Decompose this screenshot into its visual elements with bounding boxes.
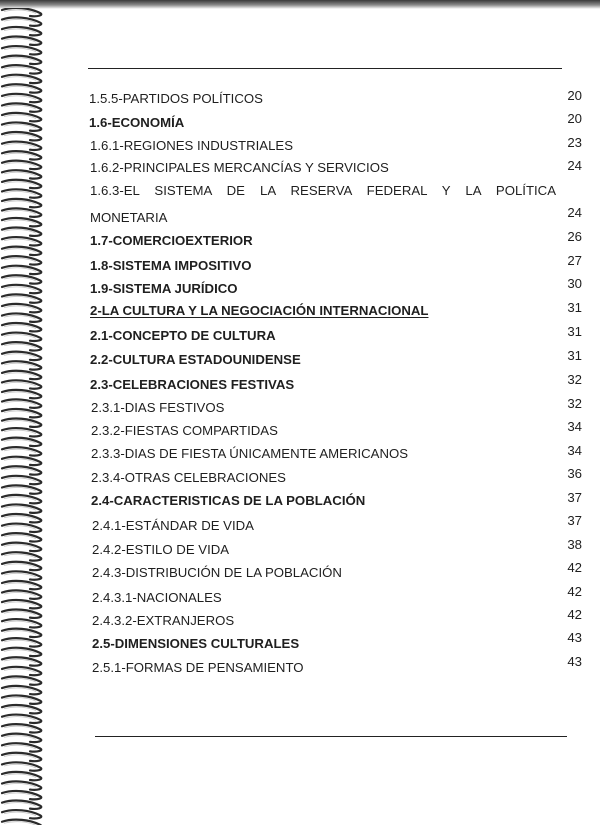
toc-entry-label: MONETARIA: [90, 210, 168, 225]
toc-entry-label: 2.4.3.2-EXTRANJEROS: [92, 613, 235, 628]
toc-entry-label: 1.9-SISTEMA JURÍDICO: [90, 281, 238, 296]
toc-entry-label: 2.3.3-DIAS DE FIESTA ÚNICAMENTE AMERICANOS: [91, 446, 409, 461]
toc-entry-page: 31: [567, 348, 582, 363]
toc-entry-page: 31: [567, 300, 582, 315]
toc-entry-label: 2.4-CARACTERISTICAS DE LA POBLACIÓN: [91, 493, 366, 508]
toc-entry-label: 2.4.3.1-NACIONALES: [92, 590, 222, 605]
toc-entry-label: 2.5.1-FORMAS DE PENSAMIENTO: [92, 660, 304, 675]
toc-entry-label: 2.5-DIMENSIONES CULTURALES: [92, 636, 300, 651]
bottom-rule: [95, 736, 567, 737]
toc-entry-page: 37: [567, 513, 582, 528]
toc-entry-label: 1.6.3-EL SISTEMA DE LA RESERVA FEDERAL Y LA POLÍTICA: [90, 183, 556, 198]
toc-entry-page: 34: [567, 419, 582, 434]
toc-entry-page: 43: [567, 630, 582, 645]
toc-entry-page: 42: [567, 584, 582, 599]
toc-entry-page: 23: [567, 135, 582, 150]
toc-entry-label: 2.4.1-ESTÁNDAR DE VIDA: [92, 518, 254, 533]
toc-entry-page: 30: [567, 276, 582, 291]
toc-entry-label: 2-LA CULTURA Y LA NEGOCIACIÓN INTERNACIONAL: [90, 303, 429, 318]
toc-entry-label: 2.3.4-OTRAS CELEBRACIONES: [91, 470, 286, 485]
toc-entry-label: 2.1-CONCEPTO DE CULTURA: [90, 328, 276, 343]
toc-entry-page: 38: [567, 537, 582, 552]
toc-entry-page: 43: [567, 654, 582, 669]
toc-entry-page: 32: [567, 396, 582, 411]
toc-entry-label: 2.3.1-DIAS FESTIVOS: [91, 400, 225, 415]
toc-entry-page: 20: [567, 111, 582, 126]
toc-entry-label: 1.7-COMERCIOEXTERIOR: [90, 233, 253, 248]
toc-entry-page: 24: [567, 205, 582, 220]
toc-entry-label: 1.5.5-PARTIDOS POLÍTICOS: [89, 91, 263, 106]
toc-entry-page: 34: [567, 443, 582, 458]
toc-entry-page: 31: [567, 324, 582, 339]
toc-entry-label: 2.2-CULTURA ESTADOUNIDENSE: [90, 352, 301, 367]
toc-entry-page: 27: [567, 253, 582, 268]
toc-entry-page: 32: [567, 372, 582, 387]
toc-entry-label: 2.3-CELEBRACIONES FESTIVAS: [90, 377, 295, 392]
toc-entry-label: 2.4.2-ESTILO DE VIDA: [92, 542, 230, 557]
toc-entry-label: 1.6.1-REGIONES INDUSTRIALES: [90, 138, 293, 153]
toc-entry-page: 37: [567, 490, 582, 505]
toc-entry-page: 20: [567, 88, 582, 103]
toc-entry-page: 26: [567, 229, 582, 244]
toc-entry-label: 1.6.2-PRINCIPALES MERCANCÍAS Y SERVICIOS: [90, 160, 389, 175]
toc-entry-page: 42: [567, 607, 582, 622]
toc-entry-label: 1.6-ECONOMÍA: [89, 115, 185, 130]
toc-entry-page: 36: [567, 466, 582, 481]
toc-entry-page: 24: [567, 158, 582, 173]
toc-entry-label: 2.3.2-FIESTAS COMPARTIDAS: [91, 423, 278, 438]
toc-entry-label: 1.8-SISTEMA IMPOSITIVO: [90, 258, 252, 273]
toc-entry-page: 42: [567, 560, 582, 575]
toc-entry-label: 2.4.3-DISTRIBUCIÓN DE LA POBLACIÓN: [92, 565, 342, 580]
